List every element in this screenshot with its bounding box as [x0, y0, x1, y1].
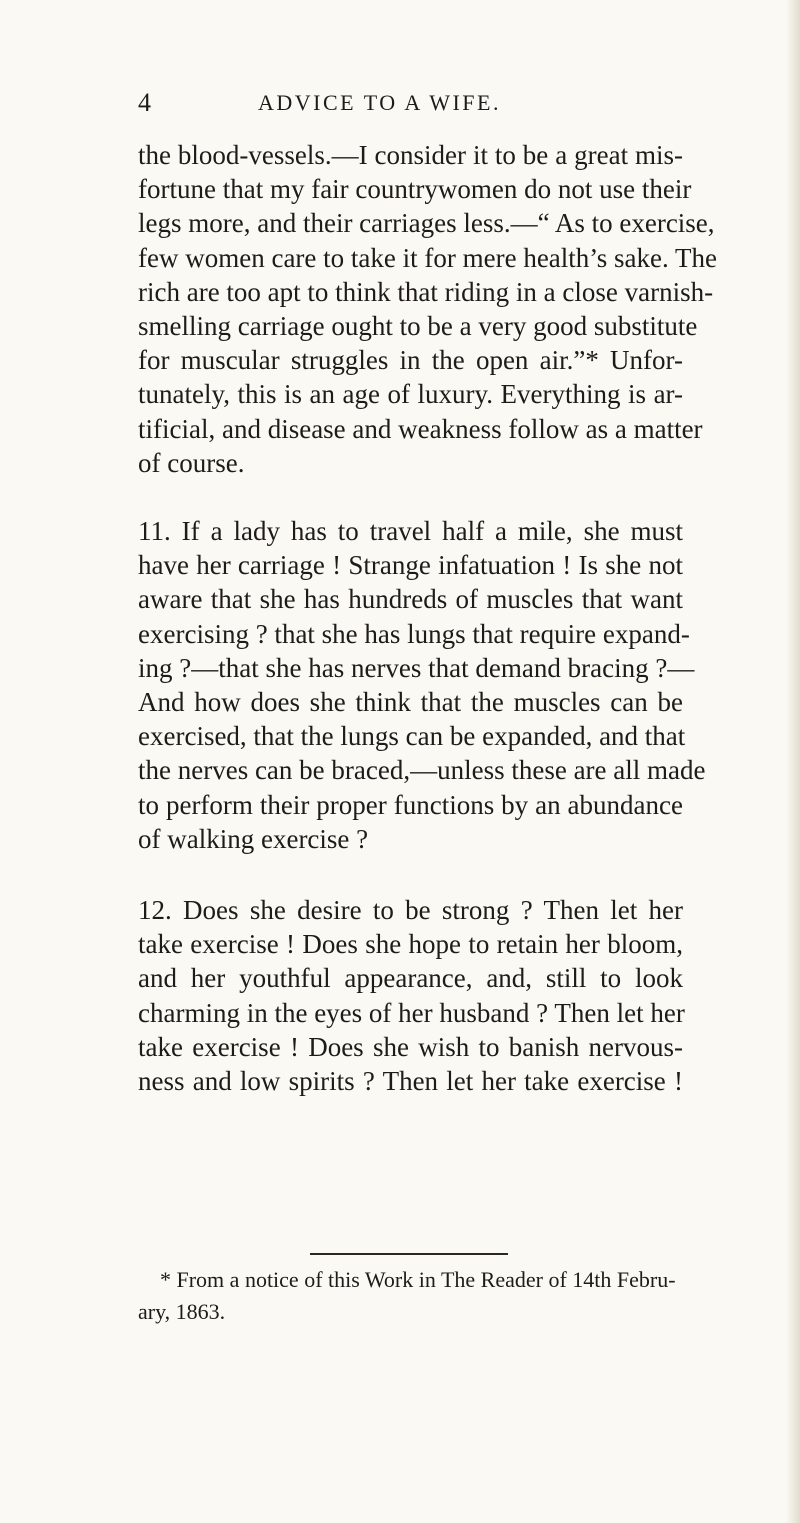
text-line: And how does she think that the muscles can be: [138, 687, 683, 718]
footnote-line: ary, 1863.: [138, 1299, 226, 1324]
text-line: exercised, that the lungs can be expanded, and that: [138, 721, 686, 752]
paragraph-gap: [138, 856, 683, 893]
text-line: few women care to take it for mere health’s sake. The: [138, 242, 718, 273]
footnote-line: * From a notice of this Work in The Reader of 14th Febru-: [160, 1267, 676, 1292]
footnote-rule: [310, 1253, 508, 1255]
page-number: 4: [138, 88, 151, 117]
paragraph-continuation: [138, 138, 718, 480]
text-line: smelling carriage ought to be a very good substitute: [138, 311, 698, 342]
text-line: legs more, and their carriages less.—“ As to exercise,: [138, 208, 715, 239]
text-line: have her carriage ! Strange infatuation ! Is she not: [138, 550, 683, 581]
text-line: 12. Does she desire to be strong ? Then let her: [138, 895, 683, 926]
paragraph-11: [138, 514, 706, 856]
body-text: [138, 138, 718, 1098]
text-line: the blood-vessels.—I consider it to be a great mis-: [138, 140, 683, 170]
page-edge-shadow: [786, 0, 800, 1523]
text-line: fortune that my fair countrywomen do not use their: [138, 174, 692, 205]
text-line: 11. If a lady has to travel half a mile, she must: [138, 516, 683, 547]
text-line: aware that she has hundreds of muscles that want: [138, 584, 683, 615]
text-line: charming in the eyes of her husband ? Then let her: [138, 997, 685, 1028]
footnote: [138, 1264, 683, 1328]
text-line: ness and low spirits ? Then let her take exercise !: [138, 1066, 683, 1097]
text-line: tunately, this is an age of luxury. Everything is ar-: [138, 379, 683, 410]
text-line: rich are too apt to think that riding in a close varnish-: [138, 276, 714, 307]
text-line: take exercise ! Does she wish to banish nervous-: [138, 1031, 683, 1062]
paragraph-gap: [138, 480, 683, 514]
page-header: [138, 86, 678, 120]
text-line: for muscular struggles in the open air.”* Unfor-: [138, 345, 683, 376]
text-line: to perform their proper functions by an abundance: [138, 789, 683, 820]
running-title: ADVICE TO A WIFE.: [258, 90, 501, 115]
text-line: of course.: [138, 447, 245, 478]
text-line: ing ?—that she has nerves that demand bracing ?—: [138, 652, 695, 683]
text-line: and her youthful appearance, and, still to look: [138, 963, 683, 994]
text-line: tificial, and disease and weakness follow as a matter: [138, 413, 703, 444]
text-line: the nerves can be braced,—unless these are all made: [138, 755, 706, 786]
text-line: take exercise ! Does she hope to retain her bloom,: [138, 929, 683, 960]
text-line: of walking exercise ?: [138, 823, 369, 854]
text-line: exercising ? that she has lungs that require expand-: [138, 618, 690, 649]
paragraph-12: [138, 893, 683, 1098]
